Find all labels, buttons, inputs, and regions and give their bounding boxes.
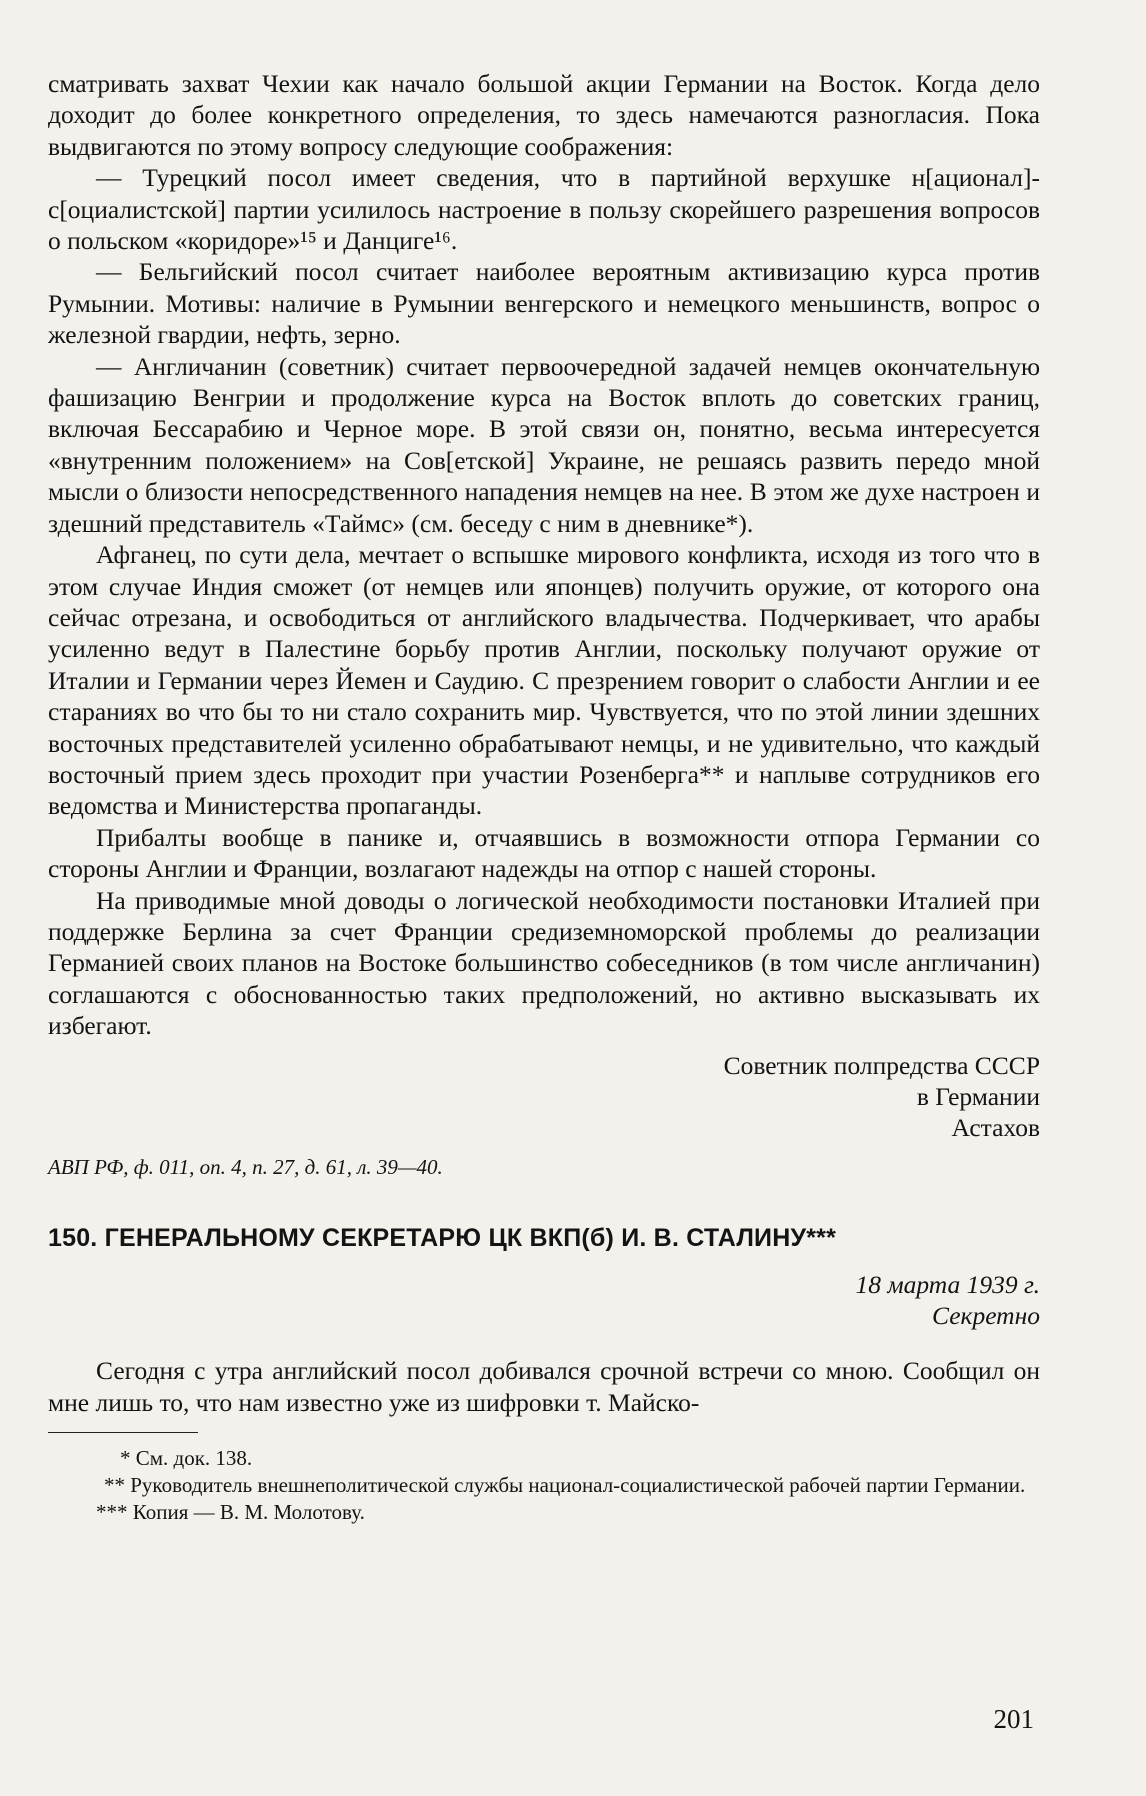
document-heading: 150. ГЕНЕРАЛЬНОМУ СЕКРЕТАРЮ ЦК ВКП(б) И. В. СТАЛИНУ*** [48,1224,837,1253]
signature-position: Советник полпредства СССР [723,1050,1040,1080]
footnote: *** Копия — В. М. Молотову. [96,1500,365,1525]
paragraph: — Англичанин (советник) считает первоочередной задачей немцев окончательную фашизацию Венгрии и продолжение курса на Восток вплоть до советских границ, включая Бессарабию и Черное море. В этой связи он, понятно, весьма интересуется «внутренним положением» на Сов[етской] Украине, не решаясь развить передо мной мысли о близости непосредственного нападения немцев на нее. В этом же духе настроен и здешний представитель «Таймс» (см. беседу с ним в дневнике*). [48,351,1040,538]
signature-block [48,1050,1040,1144]
document-date: 18 марта 1939 г. [855,1269,1040,1299]
footnotes [48,1445,1040,1526]
signature-location: в Германии [916,1082,1040,1111]
signature-name: Астахов [951,1113,1040,1143]
paragraph: На приводимые мной доводы о логической необходимости постановки Италией при поддержке Берлина за счет Франции средиземноморской проблемы до реализации Германией своих планов на Востоке большинство собеседников (в том числе англичанин) соглашаются с обоснованностью таких предположений, но активно высказывать их избегают. [48,885,1040,1041]
paragraph: — Бельгийский посол считает наиболее вероятным активизацию курса против Румынии. Мотивы: наличие в Румынии венгерского и немецкого меньшинств, вопрос о железной гвардии, нефть, зерно. [48,257,1040,350]
footnote-divider [48,1432,198,1433]
page-number: 201 [993,1704,1034,1734]
paragraph: — Турецкий посол имеет сведения, что в партийной верхушке н[ационал]-с[оциалистской] партии усилилось настроение в пользу скорейшего разрешения вопросов о польском «коридоре»¹⁵ и Данциге¹⁶. [48,163,1040,256]
date-block [48,1269,1040,1332]
footnote: * См. док. 138. [120,1446,253,1471]
paragraph: Афганец, по сути дела, мечтает о вспышке мирового конфликта, исходя из того что в этом случае Индия сможет (от немцев или японцев) получить оружие, от которого она сейчас отрезана, и освободиться от английского владычества. Подчеркивает, что арабы усиленно ведут в Палестине борьбу против Англии, поскольку получают оружие от Италии и Германии через Йемен и Саудию. С презрением говорит о слабости Англии и ее стараниях во что бы то ни стало сохранить мир. Чувствуется, что по этой линии здешних восточных представителей усиленно обрабатывают немцы, и не удивительно, что каждый восточный прием здесь проходит при участии Розенберга** и наплыве сотрудников его ведомства и Министерства пропаганды. [48,540,1040,821]
paragraph: Сегодня с утра английский посол добивался срочной встречи со мною. Сообщил он мне лишь то, что нам известно уже из шифровки т. Майско- [48,1356,1040,1417]
main-text [48,68,1040,1526]
paragraph: Прибалты вообще в панике и, отчаявшись в возможности отпора Германии со стороны Англии и Франции, возлагают надежды на отпор с нашей стороны. [48,822,1040,884]
footnote: ** Руководитель внешнеполитической службы национал-социалистической рабочей партии Германии. [104,1473,1026,1498]
paragraph: сматривать захват Чехии как начало большой акции Германии на Восток. Когда дело доходит до более конкретного определения, то здесь намечаются разногласия. Пока выдвигаются по этому вопросу следующие соображения: [48,69,1040,161]
classification-label: Секретно [932,1301,1040,1331]
archive-source: АВП РФ, ф. 011, оп. 4, п. 27, д. 61, л. 39—40. [48,1154,443,1179]
